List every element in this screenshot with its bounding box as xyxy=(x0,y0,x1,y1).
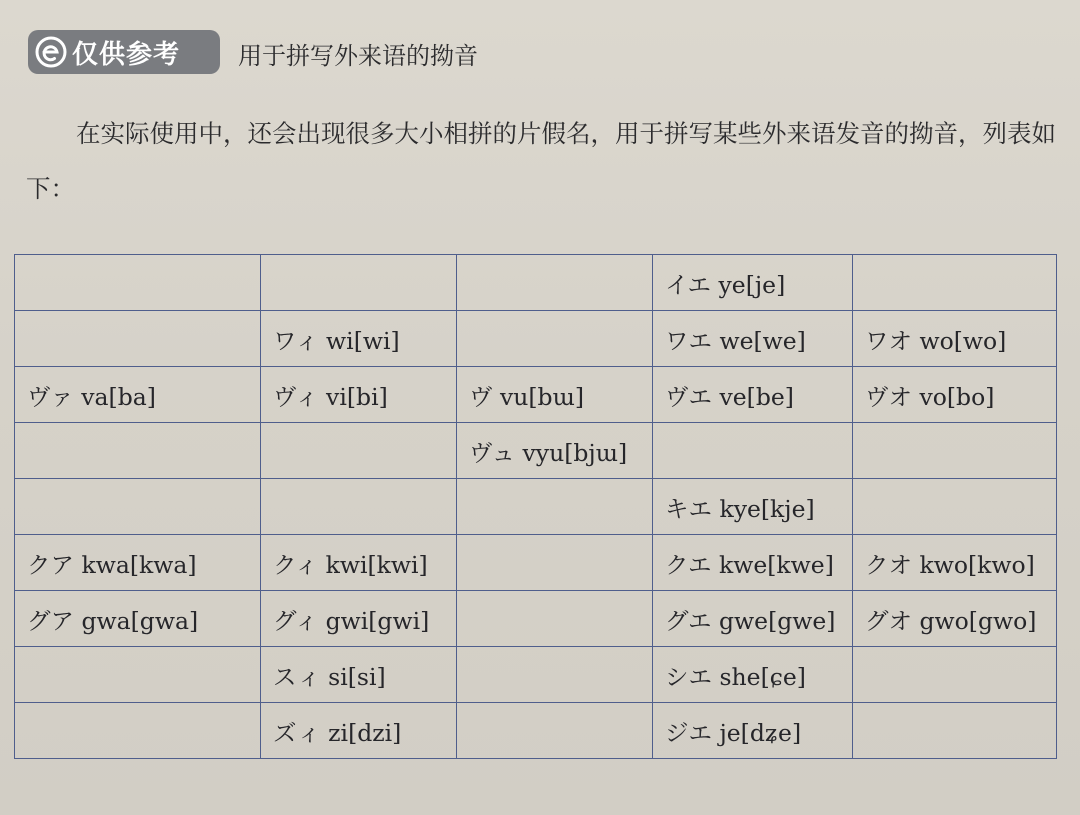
reference-badge xyxy=(28,30,220,74)
table-cell xyxy=(457,647,653,703)
table-cell xyxy=(15,255,261,311)
table-cell: ヴュ vyu[bjɯ] xyxy=(457,423,653,479)
section-heading: 用于拼写外来语的拗音 xyxy=(238,42,478,70)
table-cell: ヴァ va[ba] xyxy=(15,367,261,423)
table-cell xyxy=(853,703,1057,759)
table-cell xyxy=(653,423,853,479)
table-cell xyxy=(457,479,653,535)
table-cell: ヴエ ve[be] xyxy=(653,367,853,423)
table-cell xyxy=(853,255,1057,311)
table-cell: ズィ zi[dzi] xyxy=(261,703,457,759)
table-cell: クオ kwo[kwo] xyxy=(853,535,1057,591)
table-cell: スィ si[si] xyxy=(261,647,457,703)
table-cell xyxy=(457,255,653,311)
table-row xyxy=(15,703,1057,759)
table-cell: グィ gwi[gwi] xyxy=(261,591,457,647)
table-cell: ワオ wo[wo] xyxy=(853,311,1057,367)
table-row xyxy=(15,591,1057,647)
table-row xyxy=(15,311,1057,367)
table-cell: クエ kwe[kwe] xyxy=(653,535,853,591)
table-cell: イエ ye[je] xyxy=(653,255,853,311)
table-cell xyxy=(261,423,457,479)
table-row xyxy=(15,423,1057,479)
table-cell xyxy=(15,703,261,759)
table-cell: グオ gwo[gwo] xyxy=(853,591,1057,647)
e-circle-icon xyxy=(32,33,70,71)
table-cell: ヴオ vo[bo] xyxy=(853,367,1057,423)
table-cell xyxy=(15,647,261,703)
intro-paragraph: 在实际使用中，还会出现很多大小相拼的片假名，用于拼写某些外来语发音的拗音，列表如下： xyxy=(26,119,1056,203)
kana-table xyxy=(14,254,1057,759)
table-cell: クィ kwi[kwi] xyxy=(261,535,457,591)
table-cell xyxy=(853,423,1057,479)
table-cell: グエ gwe[gwe] xyxy=(653,591,853,647)
table-cell: ヴ vu[bɯ] xyxy=(457,367,653,423)
table-row xyxy=(15,255,1057,311)
table-cell xyxy=(15,479,261,535)
table-cell: ヴィ vi[bi] xyxy=(261,367,457,423)
table-cell xyxy=(261,255,457,311)
table-row xyxy=(15,535,1057,591)
table-cell: ワィ wi[wi] xyxy=(261,311,457,367)
table-cell: クア kwa[kwa] xyxy=(15,535,261,591)
table-cell xyxy=(853,479,1057,535)
table-cell xyxy=(457,703,653,759)
table-cell xyxy=(15,423,261,479)
table-row xyxy=(15,367,1057,423)
table-cell: グア gwa[gwa] xyxy=(15,591,261,647)
badge-label: 仅供参考 xyxy=(72,39,181,70)
table-row xyxy=(15,647,1057,703)
table-cell: ワエ we[we] xyxy=(653,311,853,367)
table-cell: キエ kye[kje] xyxy=(653,479,853,535)
table-cell: ジエ je[dʑe] xyxy=(653,703,853,759)
table-cell xyxy=(457,535,653,591)
table-row xyxy=(15,479,1057,535)
table-cell xyxy=(15,311,261,367)
table-cell xyxy=(457,311,653,367)
table-cell: シエ she[ɕe] xyxy=(653,647,853,703)
table-cell xyxy=(853,647,1057,703)
table-cell xyxy=(457,591,653,647)
table-cell xyxy=(261,479,457,535)
